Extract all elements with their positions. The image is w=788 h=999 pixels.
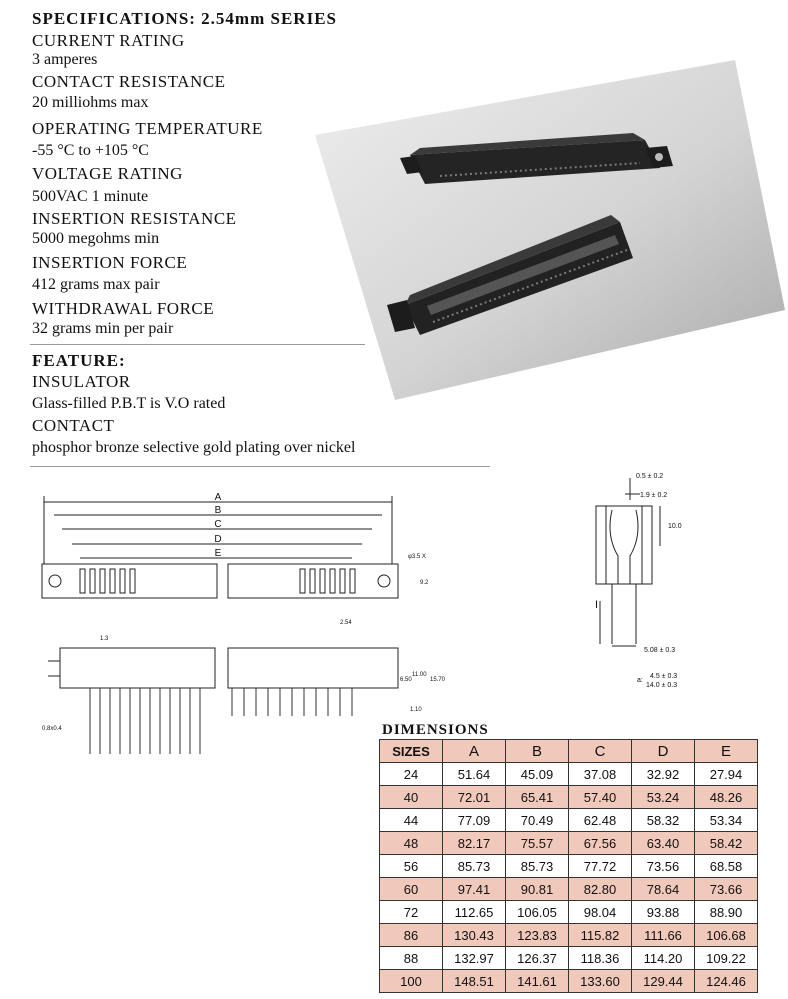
dim-label-10-0: 10.0 — [668, 523, 682, 530]
header-a: A — [443, 740, 506, 763]
table-cell: 133.60 — [569, 970, 632, 993]
note-line-1: 4.5 ± 0.3 — [650, 673, 678, 680]
table-cell: 72.01 — [443, 786, 506, 809]
table-cell-size: 40 — [380, 786, 443, 809]
dim-label-1-3: 1.3 — [100, 636, 109, 642]
table-cell: 70.49 — [506, 809, 569, 832]
table-cell: 45.09 — [506, 763, 569, 786]
dim-label-b: B — [214, 505, 222, 516]
table-cell: 106.05 — [506, 901, 569, 924]
photo-background — [315, 60, 785, 400]
note-line-2: 14.0 ± 0.3 — [646, 682, 678, 689]
table-row — [380, 832, 758, 855]
table-cell: 82.17 — [443, 832, 506, 855]
table-cell: 132.97 — [443, 947, 506, 970]
table-row — [380, 809, 758, 832]
spec-value-insertion-resistance: 5000 megohms min — [32, 230, 160, 247]
header-sizes: SIZES — [380, 740, 443, 763]
table-cell: 51.64 — [443, 763, 506, 786]
table-cell: 130.43 — [443, 924, 506, 947]
table-cell: 123.83 — [506, 924, 569, 947]
header-c: C — [569, 740, 632, 763]
table-row — [380, 855, 758, 878]
table-cell: 118.36 — [569, 947, 632, 970]
spec-value-withdrawal-force: 32 grams min per pair — [32, 320, 174, 337]
feature-value-contact: phosphor bronze selective gold plating over nickel — [32, 439, 356, 456]
dim-label-e: E — [214, 548, 222, 559]
spec-value-insertion-force: 412 grams max pair — [32, 276, 160, 293]
table-cell: 63.40 — [632, 832, 695, 855]
table-cell-size: 88 — [380, 947, 443, 970]
pitch-label: 2.54 — [340, 620, 352, 626]
table-cell: 109.22 — [695, 947, 758, 970]
table-cell: 129.44 — [632, 970, 695, 993]
table-cell-size: 86 — [380, 924, 443, 947]
table-cell: 48.26 — [695, 786, 758, 809]
spec-label-insertion-force: INSERTION FORCE — [32, 253, 188, 272]
table-cell: 97.41 — [443, 878, 506, 901]
table-cell: 85.73 — [443, 855, 506, 878]
label-i: I — [595, 599, 599, 611]
table-cell: 58.42 — [695, 832, 758, 855]
header-b: B — [506, 740, 569, 763]
table-cell: 82.80 — [569, 878, 632, 901]
table-row — [380, 786, 758, 809]
table-row — [380, 901, 758, 924]
table-cell: 106.68 — [695, 924, 758, 947]
height-label-9-2: 9.2 — [420, 580, 429, 586]
dimensions-table — [379, 739, 758, 993]
table-cell: 77.72 — [569, 855, 632, 878]
table-row — [380, 763, 758, 786]
table-cell: 67.56 — [569, 832, 632, 855]
table-cell: 126.37 — [506, 947, 569, 970]
table-cell: 65.41 — [506, 786, 569, 809]
table-cell: 111.66 — [632, 924, 695, 947]
table-cell-size: 44 — [380, 809, 443, 832]
table-cell: 53.34 — [695, 809, 758, 832]
table-cell: 124.46 — [695, 970, 758, 993]
specifications-title: SPECIFICATIONS: 2.54mm SERIES — [32, 9, 337, 28]
table-cell: 148.51 — [443, 970, 506, 993]
table-cell: 75.57 — [506, 832, 569, 855]
table-cell: 58.32 — [632, 809, 695, 832]
table-cell: 27.94 — [695, 763, 758, 786]
table-cell: 90.81 — [506, 878, 569, 901]
table-cell: 68.58 — [695, 855, 758, 878]
spec-label-operating-temperature: OPERATING TEMPERATURE — [32, 119, 263, 138]
table-cell-size: 24 — [380, 763, 443, 786]
table-header-row — [380, 740, 758, 763]
spec-value-operating-temperature: -55 °C to +105 °C — [32, 142, 149, 159]
table-cell-size: 60 — [380, 878, 443, 901]
dim-label-15-70: 15.70 — [430, 677, 446, 683]
dimensions-title: DIMENSIONS — [382, 722, 489, 738]
spec-label-withdrawal-force: WITHDRAWAL FORCE — [32, 299, 215, 318]
table-row — [380, 947, 758, 970]
dim-label-c: C — [214, 519, 222, 530]
spec-label-voltage-rating: VOLTAGE RATING — [32, 164, 183, 183]
spec-label-contact-resistance: CONTACT RESISTANCE — [32, 72, 226, 91]
spec-label-current-rating: CURRENT RATING — [32, 31, 185, 50]
dim-label-d: D — [214, 534, 222, 545]
note-prefix: a: — [637, 677, 643, 684]
spec-value-current-rating: 3 amperes — [32, 51, 98, 68]
table-cell: 57.40 — [569, 786, 632, 809]
table-cell: 73.66 — [695, 878, 758, 901]
table-row — [380, 924, 758, 947]
spec-value-voltage-rating: 500VAC 1 minute — [32, 188, 149, 205]
spec-label-insertion-resistance: INSERTION RESISTANCE — [32, 209, 237, 228]
table-cell-size: 72 — [380, 901, 443, 924]
product-photo — [315, 60, 785, 400]
table-cell: 114.20 — [632, 947, 695, 970]
table-row — [380, 970, 758, 993]
dim-label-a: A — [214, 492, 222, 503]
spec-value-contact-resistance: 20 milliohms max — [32, 94, 149, 111]
table-cell: 115.82 — [569, 924, 632, 947]
technical-drawing — [0, 466, 788, 756]
table-cell: 77.09 — [443, 809, 506, 832]
dim-label-1-9: 1.9 ± 0.2 — [640, 492, 668, 499]
table-cell: 112.65 — [443, 901, 506, 924]
dim-label-1-10: 1.10 — [410, 707, 422, 713]
table-cell: 32.92 — [632, 763, 695, 786]
feature-label-insulator: INSULATOR — [32, 372, 131, 391]
table-cell: 37.08 — [569, 763, 632, 786]
dim-label-11-00: 11.00 — [412, 672, 427, 678]
feature-label-contact: CONTACT — [32, 416, 115, 435]
dim-label-5-08: 5.08 ± 0.3 — [644, 647, 676, 654]
table-cell: 93.88 — [632, 901, 695, 924]
dim-label-6-50: 6.50 — [400, 677, 412, 683]
feature-title: FEATURE: — [32, 351, 126, 370]
hole-diameter-label: φ3.5 X — [408, 554, 426, 560]
table-cell-size: 48 — [380, 832, 443, 855]
table-cell-size: 100 — [380, 970, 443, 993]
header-e: E — [695, 740, 758, 763]
table-cell: 98.04 — [569, 901, 632, 924]
header-d: D — [632, 740, 695, 763]
table-cell: 73.56 — [632, 855, 695, 878]
table-cell: 62.48 — [569, 809, 632, 832]
table-row — [380, 878, 758, 901]
table-cell: 141.61 — [506, 970, 569, 993]
table-cell-size: 56 — [380, 855, 443, 878]
table-cell: 88.90 — [695, 901, 758, 924]
table-cell: 85.73 — [506, 855, 569, 878]
dim-label-0-5: 0.5 ± 0.2 — [636, 473, 664, 480]
pin-size-label: 0.8x0.4 — [42, 726, 62, 732]
table-cell: 53.24 — [632, 786, 695, 809]
table-cell: 78.64 — [632, 878, 695, 901]
feature-value-insulator: Glass-filled P.B.T is V.O rated — [32, 395, 226, 412]
